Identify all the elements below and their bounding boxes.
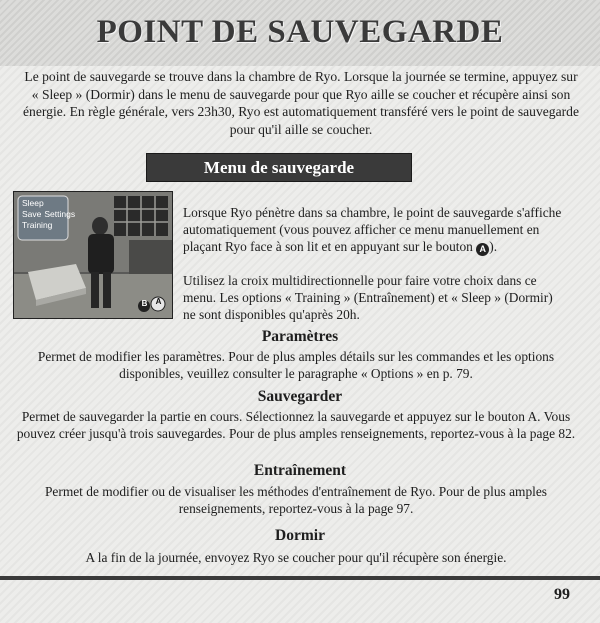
game-screenshot [13,191,173,319]
intro-paragraph: Le point de sauvegarde se trouve dans la chambre de Ryo. Lorsque la journée se termine, appuyez sur « Sleep » (Dormir) dans le menu de sauvegarde pour que Ryo aille se coucher et récupère ainsi son énergie. En règle générale, vers 23h30, Ryo est automatiquement transféré vers le point de sauvegarde pour qu'il aille se coucher. [23,69,579,137]
a-button-icon: A [476,243,489,256]
menu-paragraph-1: Lorsque Ryo pénètre dans sa chambre, le point de sauvegarde s'affiche automatiquement (vous pouvez afficher ce menu manuellement en plaçant Ryo face à son lit et en appuyant sur le bouton A ). [183,205,562,254]
menu-option-settings: Settings [44,209,76,219]
page-number: 99 [554,586,570,603]
bottom-rule [0,576,600,580]
b-button-icon: B [141,299,148,308]
page-title: POINT DE SAUVEGARDE [96,14,504,50]
text-parametres: Permet de modifier les paramètres. Pour de plus amples détails sur les commandes et les options disponibles, veuillez consulter le paragraphe « Options » en p. 79. [37,349,555,382]
heading-dormir: Dormir [275,527,325,544]
menu-paragraph-2: Utilisez la croix multidirectionnelle pour faire votre choix dans ce menu. Les options « Training » (Entraînement) et « Sleep » (Dormir) ne sont disponibles qu'après 20h. [183,273,553,322]
heading-parametres: Paramètres [261,328,339,345]
text-dormir: A la fin de la journée, envoyez Ryo se coucher pour qu'il récupère son énergie. [85,550,507,565]
text-sauvegarder: Permet de sauvegarder la partie en cours. Sélectionnez la sauvegarde et appuyez sur le bouton A. Vous pouvez créer jusqu'à trois sauvegardes. Pour de plus amples renseignements, reportez-vous à la page 82. [16,409,576,442]
menu-option-save: Save [22,209,42,219]
menu-option-training: Training [22,220,53,230]
text-entrainement: Permet de modifier ou de visualiser les méthodes d'entraînement de Ryo. Pour de plus amples renseignements, reportez-vous à la page 97. [44,484,548,517]
menu-option-sleep: Sleep [22,198,44,208]
a-button-icon: A [155,297,162,306]
heading-sauvegarder: Sauvegarder [257,388,343,405]
heading-entrainement: Entraînement [253,462,347,479]
section-heading-menu: Menu de sauvegarde [146,153,412,182]
